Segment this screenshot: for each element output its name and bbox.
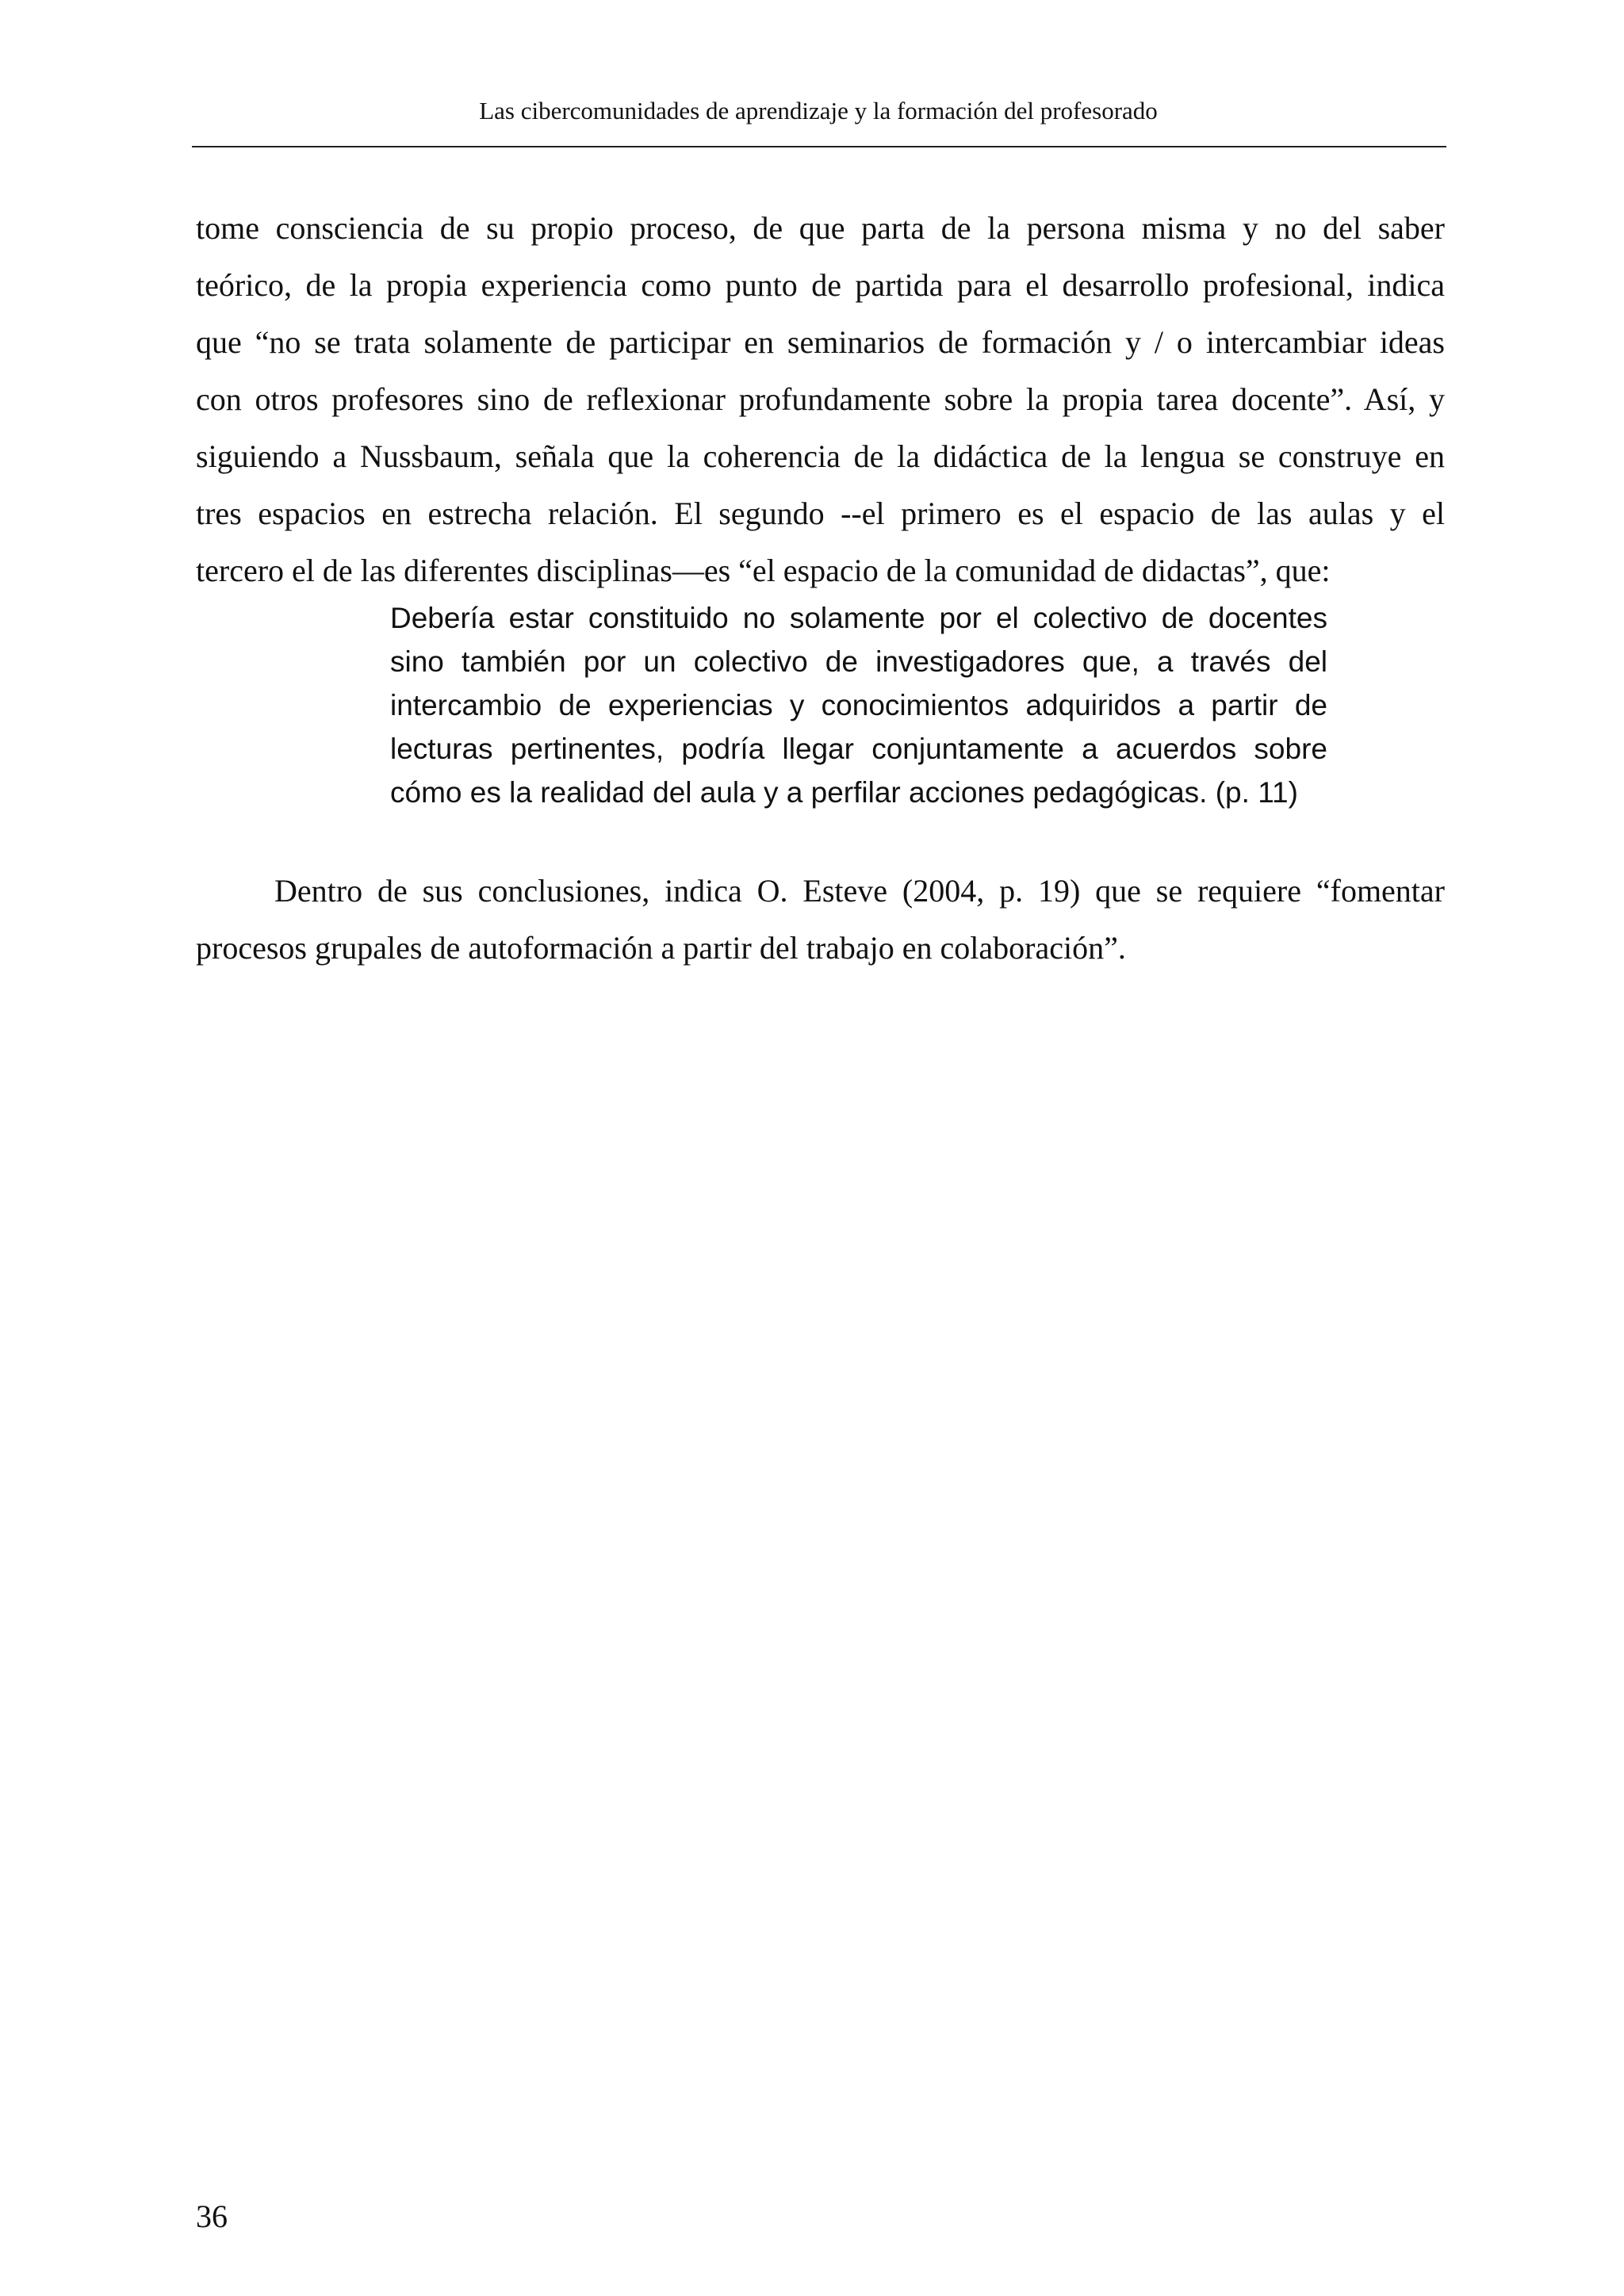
text-line: procesos grupales de autoformación a partir del trabajo en colaboración”. (196, 930, 1126, 966)
quote-line: cómo es la realidad del aula y a perfilar acciones pedagógicas. (p. 11) (390, 776, 1298, 809)
body-paragraph-1 (196, 200, 1445, 599)
header-divider (192, 146, 1446, 147)
block-quote (390, 596, 1327, 814)
text-line: teórico, de la propia experiencia como punto de partida para el desarrollo profesional, indica (196, 267, 1445, 303)
quote-line: Debería estar constituido no solamente por el colectivo de docentes (390, 602, 1327, 634)
running-header: Las cibercomunidades de aprendizaje y la formación del profesorado (479, 97, 1158, 124)
page-number: 36 (196, 2198, 228, 2234)
text-line: que “no se trata solamente de participar en seminarios de formación y / o intercambiar ideas (196, 324, 1445, 360)
text-line: tome consciencia de su propio proceso, de que parta de la persona misma y no del saber (196, 210, 1445, 246)
quote-line: sino también por un colectivo de investigadores que, a través del (390, 645, 1327, 678)
quote-line: lecturas pertinentes, podría llegar conjuntamente a acuerdos sobre (390, 733, 1327, 765)
text-line: tres espacios en estrecha relación. El segundo --el primero es el espacio de las aulas y el (196, 496, 1445, 531)
quote-line: intercambio de experiencias y conocimientos adquiridos a partir de (390, 689, 1327, 721)
body-paragraph-2 (196, 863, 1445, 977)
text-line: Dentro de sus conclusiones, indica O. Esteve (2004, p. 19) que se requiere “fomentar (274, 873, 1445, 909)
text-line: con otros profesores sino de reflexionar profundamente sobre la propia tarea docente”. Así, y (196, 381, 1445, 417)
text-line: tercero el de las diferentes disciplinas—es “el espacio de la comunidad de didactas”, que: (196, 553, 1331, 588)
text-line: siguiendo a Nussbaum, señala que la coherencia de la didáctica de la lengua se construye en (196, 438, 1445, 474)
